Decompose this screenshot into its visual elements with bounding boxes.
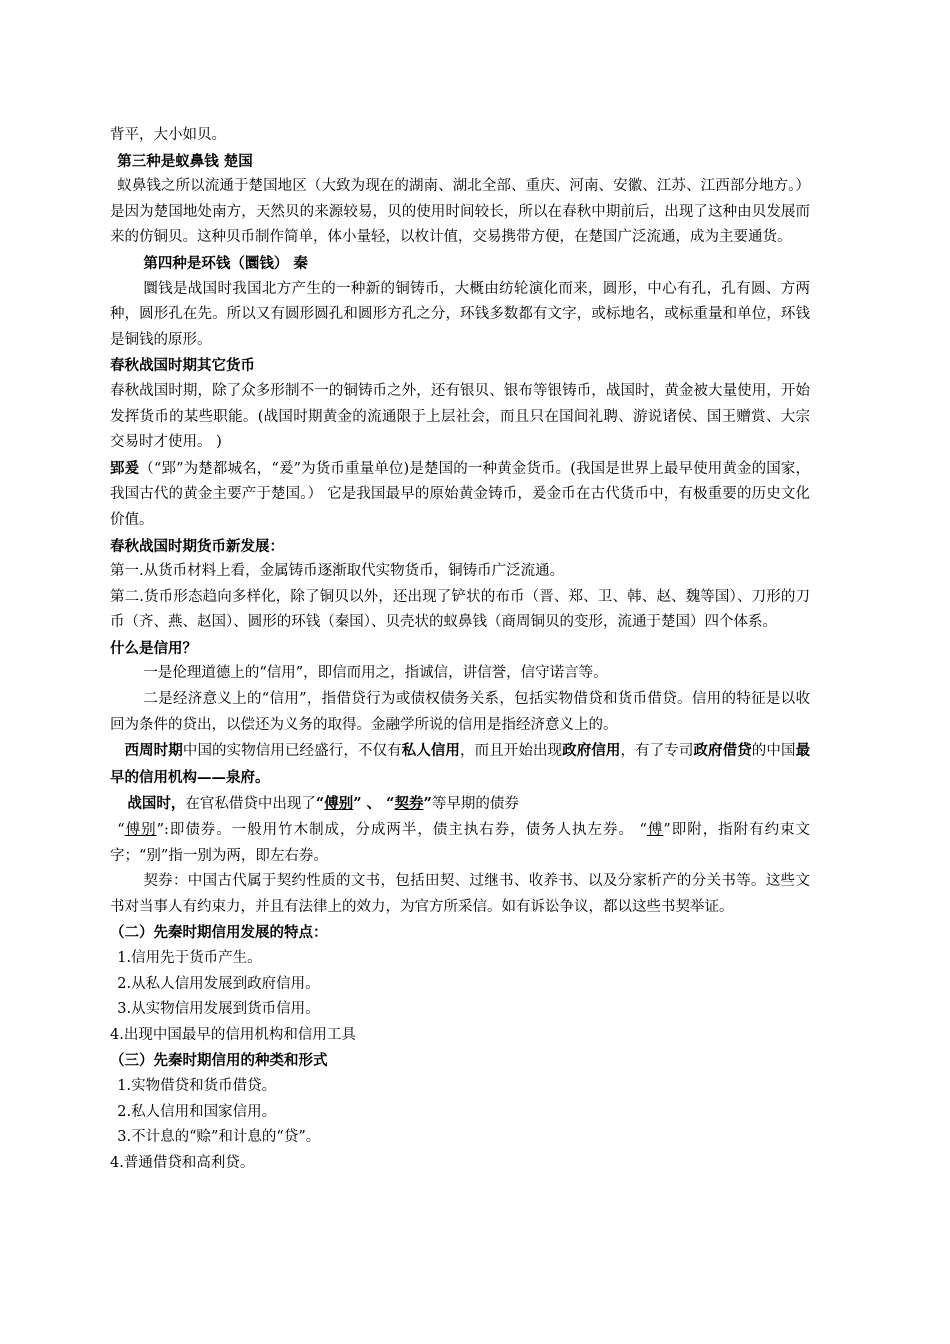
term-yingyuan: 郢爰 <box>110 459 140 477</box>
paragraph-yingyuan <box>110 456 810 534</box>
wz-term-government: 政府信用 <box>562 742 621 760</box>
feature-item-3: 3.从实物信用发展到货币信用。 <box>117 1001 320 1018</box>
heading-other-currency: 春秋战国时期其它货币 <box>110 357 255 375</box>
zg-text-2: 等早期的债券 <box>431 796 519 813</box>
paragraph-warring-states <box>110 791 810 818</box>
wz-term-period: 西周时期 <box>124 742 183 760</box>
zg-separator: ” 、 “ <box>353 795 395 813</box>
zg-term-qiquan: 契券 <box>394 795 424 813</box>
kind-item-4: 4.普通借贷和高利贷。 <box>110 1154 255 1171</box>
zg-term-fubie: 傅别 <box>324 795 354 813</box>
zg-text-1: 在官私借贷中出现了 <box>185 796 316 813</box>
paragraph-other-currency: 春秋战国时期，除了众多形制不一的铜铸币之外，还有银贝、银布等银铸币，战国时，黄金被大量使用，开始发挥货币的某些职能。(战国时期黄金的流通限于上层社会，而且只在国间礼聘、游说诸侯、国王赠赏、大宗交易时才使用。 ) <box>110 382 810 451</box>
feature-item-4: 4.出现中国最早的信用机构和信用工具 <box>110 1026 356 1043</box>
wz-text-3: ，有了专司 <box>620 743 694 760</box>
kind-item-3: 3.不计息的“赊”和计息的“贷”。 <box>117 1129 321 1146</box>
fb-text-2: ”即附，指附有约束文字；“别”指一别为两，即左右券。 <box>110 822 811 864</box>
zg-term-period: 战国时， <box>127 795 186 813</box>
heading-currency-development: 春秋战国时期货币新发展： <box>110 537 284 555</box>
fb-term-fubie: 傅别 <box>124 822 157 839</box>
paragraph-ring-coin: 圜钱是战国时我国北方产生的一种新的铜铸币，大概由纺轮演化而来，圆形，中心有孔，孔有圆、方两种，圆形孔在先。所以又有圆形圆孔和圆形方孔之分，环钱多数都有文字，或标地名，或标重量和单位，环钱是铜钱的原形。 <box>110 280 810 348</box>
feature-item-1: 1.信用先于货币产生。 <box>117 950 262 966</box>
wz-text-4: 的中国 <box>751 743 796 760</box>
kind-item-1: 1.实物借贷和货币借贷。 <box>117 1077 277 1094</box>
wz-text-1: 中国的实物信用已经盛行，不仅有 <box>182 743 402 760</box>
heading-ring-coin: 第四种是环钱（圜钱） 秦 <box>143 254 308 272</box>
paragraph-qiquan: 契券：中国古代属于契约性质的文书，包括田契、过继书、收养书、以及分家析产的分关书等。这些文书对当事人有约束力，并且有法律上的效力，为官方所采信。如有诉讼争议，都以这些书契举证。 <box>110 873 810 915</box>
zg-quote-open: “ <box>315 795 325 813</box>
fb-term-fu: 傅 <box>646 822 664 839</box>
kind-item-2: 2.私人信用和国家信用。 <box>117 1103 277 1120</box>
fb-text-1: ”:即债券。一般用竹木制成，分成两半，债主执右券，债务人执左券。 “ <box>156 822 647 839</box>
heading-credit-features: （二）先秦时期信用发展的特点： <box>110 924 328 942</box>
paragraph-development-2: 第二.货币形态趋向多样化，除了铜贝以外，还出现了铲状的布币（晋、郑、卫、韩、赵、魏等国）、刀形的刀币（齐、燕、赵国）、圆形的环钱（秦国）、贝壳状的蚁鼻钱（商周铜贝的变形，流通于楚国）四个体系。 <box>110 588 810 631</box>
paragraph-fubie <box>110 818 810 869</box>
heading-ant-nose-coin: 第三种是蚁鼻钱 楚国 <box>117 152 253 170</box>
wz-term-gov-lending: 政府借贷 <box>693 742 752 760</box>
wz-text-2: ，而且开始出现 <box>460 743 563 760</box>
document-page <box>110 123 810 1176</box>
heading-what-is-credit: 什么是信用？ <box>110 639 197 657</box>
paragraph-credit-economics: 二是经济意义上的“信用”，指借贷行为或债权债务关系，包括实物借贷和货币借贷。信用的特征是以收回为条件的贷出，以偿还为义务的取得。金融学所说的信用是指经济意义上的。 <box>110 691 810 733</box>
fb-quote-open: “ <box>117 822 125 839</box>
wz-term-quanfu: 最早的信用机构——泉府。 <box>110 742 811 786</box>
paragraph-shell-money-end: 背平，大小如贝。 <box>110 127 226 143</box>
paragraph-credit-ethics: 一是伦理道德上的“信用”，即信而用之，指诚信，讲信誉，信守诺言等。 <box>143 665 608 682</box>
paragraph-ant-nose-coin: 蚁鼻钱之所以流通于楚国地区（大致为现在的湖南、湖北全部、重庆、河南、安徽、江苏、江西部分地方。）是因为楚国地处南方，天然贝的来源较易，贝的使用时间较长，所以在春秋中期前后，出现了这种由贝发展而来的仿铜贝。这种贝币制作简单，体小量轻，以枚计值，交易携带方便，在楚国广泛流通，成为主要通货。 <box>110 178 810 246</box>
paragraph-development-1: 第一.从货币材料上看，金属铸币逐渐取代实物货币，铜铸币广泛流通。 <box>110 563 565 580</box>
heading-credit-kinds: （三）先秦时期信用的种类和形式 <box>110 1052 328 1070</box>
wz-term-private: 私人信用 <box>401 742 461 760</box>
feature-item-2: 2.从私人信用发展到政府信用。 <box>117 975 320 992</box>
yingyuan-text: （“郢”为楚都城名，“爰”为货币重量单位)是楚国的一种黄金货币。(我国是世界上最早使用黄金的国家，我国古代的黄金主要产于楚国。） 它是我国最早的原始黄金铸币，爰金币在古代货币中，有极重要的历史文化价值。 <box>110 460 810 528</box>
paragraph-western-zhou <box>110 738 810 791</box>
zg-quote-close: ” <box>423 795 432 813</box>
